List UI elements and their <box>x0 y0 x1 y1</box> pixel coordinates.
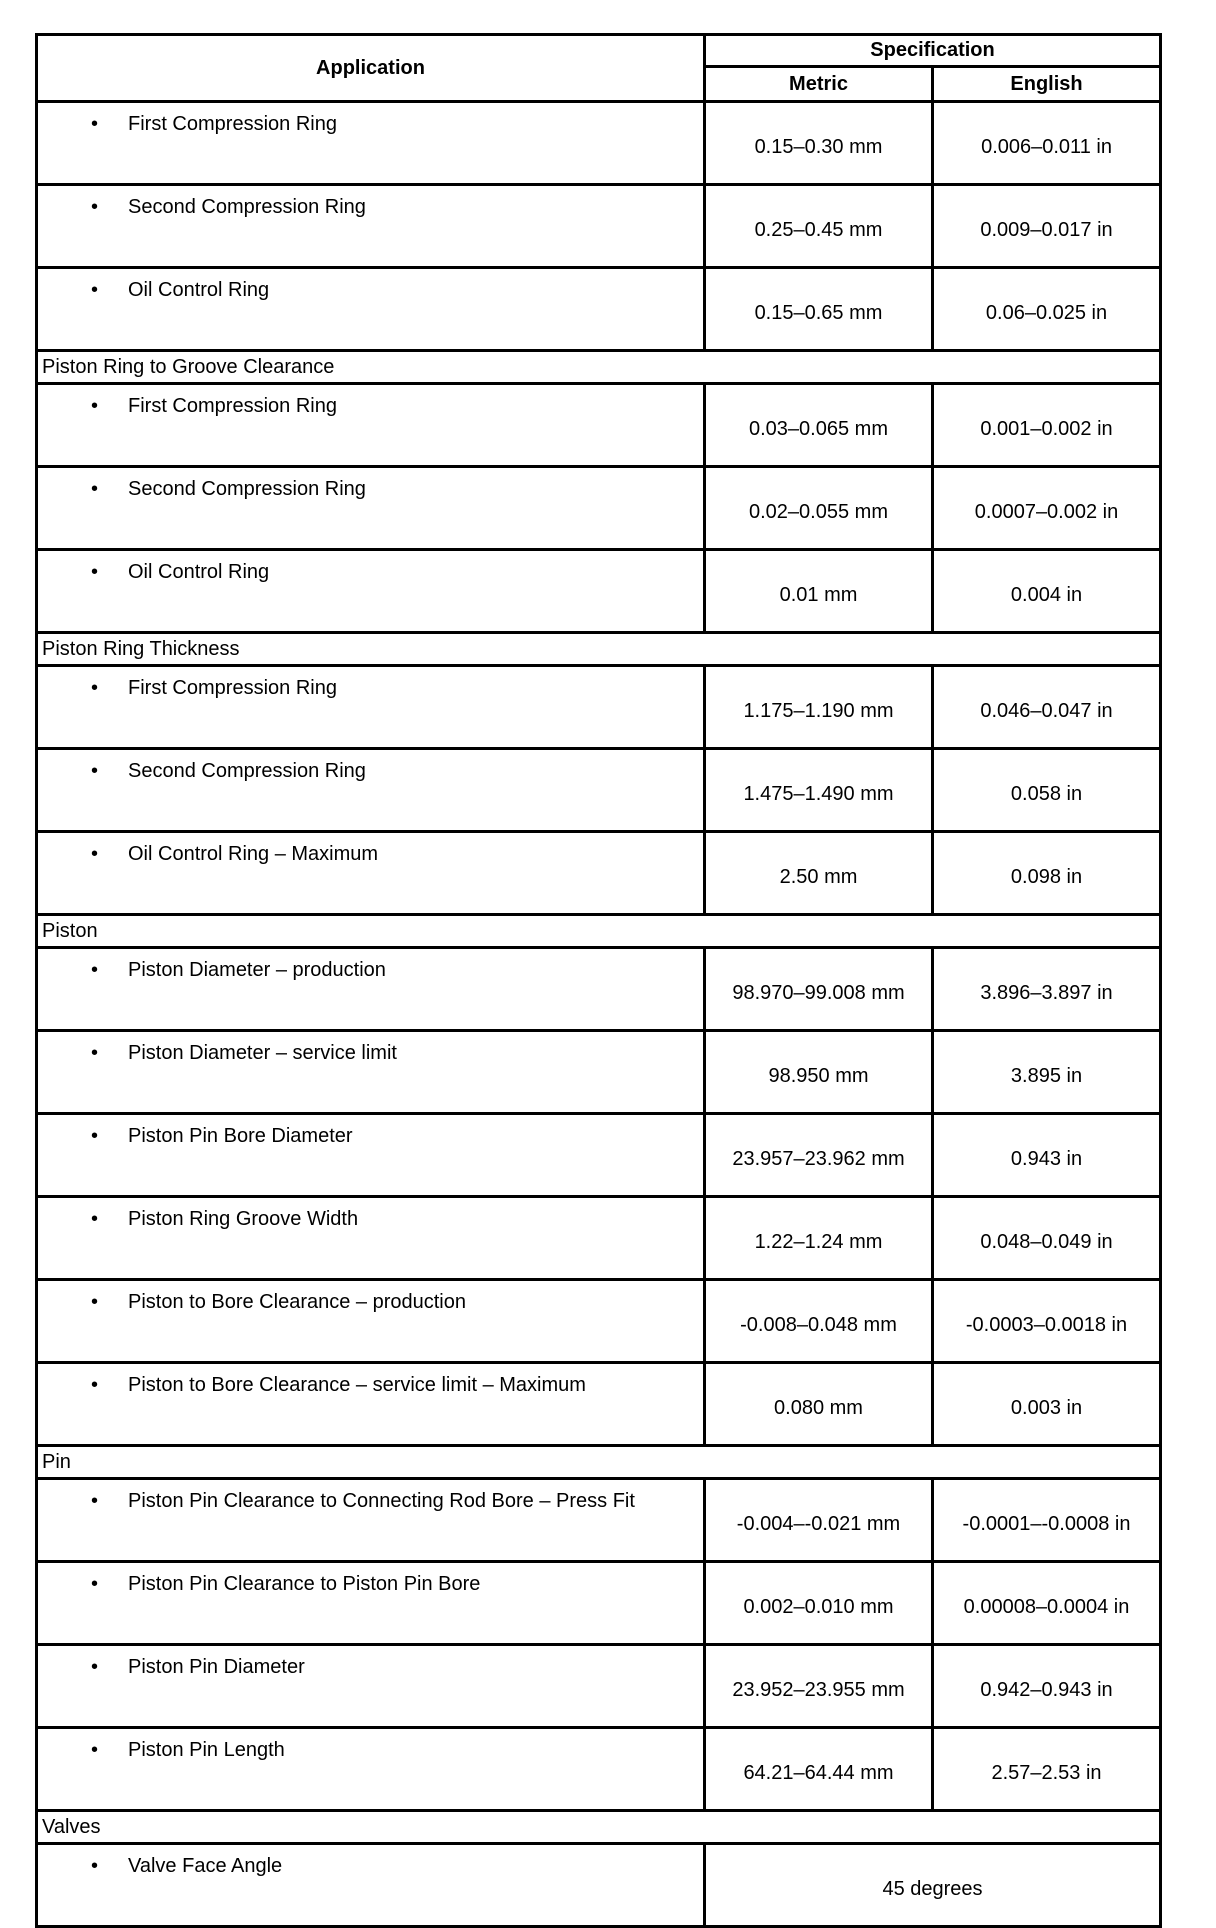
application-label: Piston to Bore Clearance – production <box>128 1291 466 1313</box>
bullet-icon: • <box>90 395 98 417</box>
bullet-icon: • <box>90 1573 98 1595</box>
english-value: -0.0001–-0.0008 in <box>933 1479 1161 1562</box>
section-row <box>37 1446 1161 1479</box>
bullet-icon: • <box>90 1208 98 1230</box>
application-label: Piston Pin Bore Diameter <box>128 1125 353 1147</box>
metric-value: 1.175–1.190 mm <box>705 666 933 749</box>
specification-value: 45 degrees <box>705 1844 1161 1927</box>
table-row <box>37 1479 1161 1562</box>
table-row <box>37 1645 1161 1728</box>
table-row <box>37 268 1161 351</box>
application-cell <box>37 1562 705 1645</box>
bullet-icon: • <box>90 760 98 782</box>
application-cell <box>37 1645 705 1728</box>
english-value: 0.943 in <box>933 1114 1161 1197</box>
header-english: English <box>933 67 1161 102</box>
specification-table <box>35 33 1162 1928</box>
application-cell <box>37 832 705 915</box>
table-row <box>37 666 1161 749</box>
metric-value: -0.008–0.048 mm <box>705 1280 933 1363</box>
metric-value: 2.50 mm <box>705 832 933 915</box>
english-value: 0.006–0.011 in <box>933 102 1161 185</box>
section-title: Piston Ring to Groove Clearance <box>37 351 1161 384</box>
application-cell <box>37 1728 705 1811</box>
application-label: Piston Ring Groove Width <box>128 1208 359 1230</box>
application-cell <box>37 1031 705 1114</box>
table-row <box>37 749 1161 832</box>
metric-value: 0.15–0.65 mm <box>705 268 933 351</box>
metric-value: 0.03–0.065 mm <box>705 384 933 467</box>
metric-value: 1.22–1.24 mm <box>705 1197 933 1280</box>
section-row <box>37 633 1161 666</box>
bullet-icon: • <box>90 279 98 301</box>
application-cell <box>37 948 705 1031</box>
bullet-icon: • <box>90 677 98 699</box>
english-value: 0.001–0.002 in <box>933 384 1161 467</box>
table-row <box>37 1363 1161 1446</box>
application-label: Piston Diameter – production <box>128 959 386 981</box>
section-title: Valves <box>37 1811 1161 1844</box>
english-value: 0.942–0.943 in <box>933 1645 1161 1728</box>
application-label: First Compression Ring <box>128 113 337 135</box>
table-row <box>37 467 1161 550</box>
application-cell <box>37 749 705 832</box>
metric-value: 0.080 mm <box>705 1363 933 1446</box>
table-row <box>37 1728 1161 1811</box>
english-value: 0.046–0.047 in <box>933 666 1161 749</box>
english-value: 3.896–3.897 in <box>933 948 1161 1031</box>
header-metric: Metric <box>705 67 933 102</box>
application-cell <box>37 1114 705 1197</box>
table-row <box>37 1280 1161 1363</box>
section-title: Piston <box>37 915 1161 948</box>
english-value: 0.098 in <box>933 832 1161 915</box>
section-title: Pin <box>37 1446 1161 1479</box>
application-label: Second Compression Ring <box>128 196 366 218</box>
header-specification: Specification <box>705 35 1161 67</box>
application-cell <box>37 384 705 467</box>
bullet-icon: • <box>90 1739 98 1761</box>
header-application: Application <box>37 35 705 102</box>
application-label: Second Compression Ring <box>128 478 366 500</box>
application-cell <box>37 1844 705 1927</box>
metric-value: 0.15–0.30 mm <box>705 102 933 185</box>
table-row <box>37 550 1161 633</box>
application-cell <box>37 666 705 749</box>
english-value: 0.058 in <box>933 749 1161 832</box>
section-row <box>37 351 1161 384</box>
bullet-icon: • <box>90 959 98 981</box>
bullet-icon: • <box>90 478 98 500</box>
metric-value: 0.002–0.010 mm <box>705 1562 933 1645</box>
english-value: 0.009–0.017 in <box>933 185 1161 268</box>
application-cell <box>37 550 705 633</box>
table-row <box>37 948 1161 1031</box>
application-label: First Compression Ring <box>128 677 337 699</box>
bullet-icon: • <box>90 1374 98 1396</box>
application-label: Oil Control Ring <box>128 561 270 583</box>
application-label: Piston Diameter – service limit <box>128 1042 397 1064</box>
application-cell <box>37 1197 705 1280</box>
english-value: 3.895 in <box>933 1031 1161 1114</box>
english-value: 0.06–0.025 in <box>933 268 1161 351</box>
table-row <box>37 102 1161 185</box>
application-cell <box>37 185 705 268</box>
bullet-icon: • <box>90 843 98 865</box>
table-row <box>37 1844 1161 1927</box>
table-row <box>37 1031 1161 1114</box>
metric-value: 0.02–0.055 mm <box>705 467 933 550</box>
application-cell <box>37 467 705 550</box>
table-row <box>37 1197 1161 1280</box>
application-label: Piston Pin Diameter <box>128 1656 305 1678</box>
application-label: Oil Control Ring <box>128 279 270 301</box>
metric-value: 1.475–1.490 mm <box>705 749 933 832</box>
section-row <box>37 1811 1161 1844</box>
bullet-icon: • <box>90 1855 98 1877</box>
application-cell <box>37 1363 705 1446</box>
application-cell <box>37 268 705 351</box>
application-label: Piston Pin Clearance to Connecting Rod Bore – Press Fit <box>128 1490 635 1512</box>
section-title: Piston Ring Thickness <box>37 633 1161 666</box>
metric-value: 98.950 mm <box>705 1031 933 1114</box>
english-value: -0.0003–0.0018 in <box>933 1280 1161 1363</box>
metric-value: 0.01 mm <box>705 550 933 633</box>
english-value: 0.00008–0.0004 in <box>933 1562 1161 1645</box>
application-label: Valve Face Angle <box>128 1855 283 1877</box>
metric-value: 23.957–23.962 mm <box>705 1114 933 1197</box>
metric-value: -0.004–-0.021 mm <box>705 1479 933 1562</box>
table-row <box>37 185 1161 268</box>
table-row <box>37 1562 1161 1645</box>
application-cell <box>37 1280 705 1363</box>
bullet-icon: • <box>90 1490 98 1512</box>
bullet-icon: • <box>90 1125 98 1147</box>
bullet-icon: • <box>90 1656 98 1678</box>
application-cell <box>37 1479 705 1562</box>
application-label: Piston Pin Clearance to Piston Pin Bore <box>128 1573 481 1595</box>
bullet-icon: • <box>90 1042 98 1064</box>
english-value: 0.004 in <box>933 550 1161 633</box>
metric-value: 0.25–0.45 mm <box>705 185 933 268</box>
table-row <box>37 1114 1161 1197</box>
english-value: 0.0007–0.002 in <box>933 467 1161 550</box>
application-cell <box>37 102 705 185</box>
application-label: Piston to Bore Clearance – service limit – Maximum <box>128 1374 586 1396</box>
table-row <box>37 832 1161 915</box>
bullet-icon: • <box>90 113 98 135</box>
application-label: Oil Control Ring – Maximum <box>128 843 379 865</box>
table-body <box>37 102 1161 1927</box>
english-value: 0.048–0.049 in <box>933 1197 1161 1280</box>
application-label: First Compression Ring <box>128 395 337 417</box>
application-label: Second Compression Ring <box>128 760 366 782</box>
metric-value: 23.952–23.955 mm <box>705 1645 933 1728</box>
english-value: 2.57–2.53 in <box>933 1728 1161 1811</box>
bullet-icon: • <box>90 1291 98 1313</box>
table-row <box>37 384 1161 467</box>
bullet-icon: • <box>90 196 98 218</box>
metric-value: 98.970–99.008 mm <box>705 948 933 1031</box>
bullet-icon: • <box>90 561 98 583</box>
metric-value: 64.21–64.44 mm <box>705 1728 933 1811</box>
section-row <box>37 915 1161 948</box>
english-value: 0.003 in <box>933 1363 1161 1446</box>
application-label: Piston Pin Length <box>128 1739 285 1761</box>
